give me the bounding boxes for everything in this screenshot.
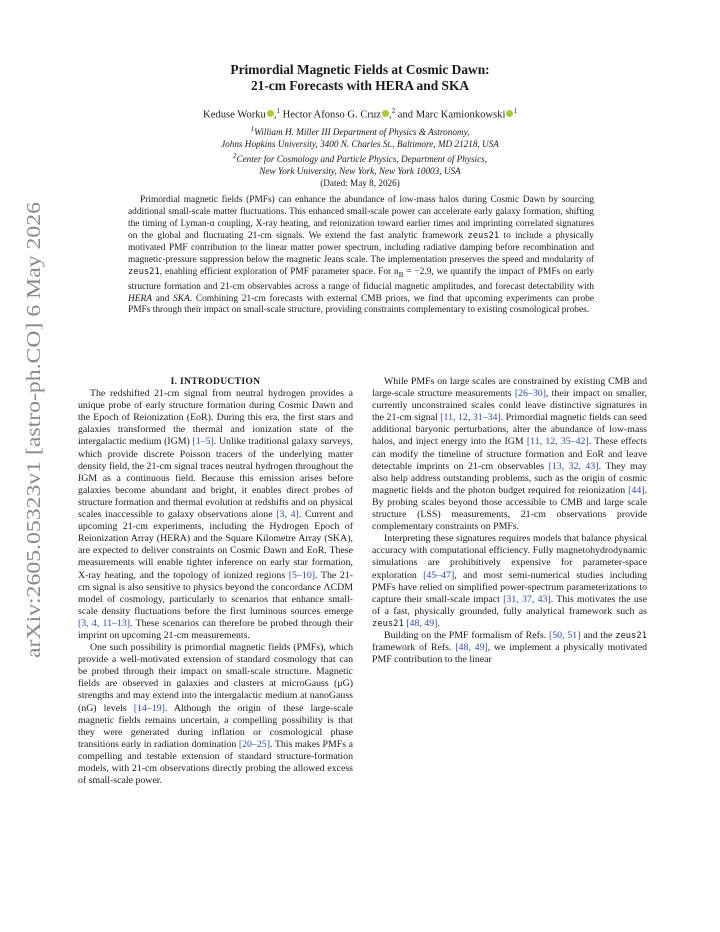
affiliation-marker: 1 [276,107,280,115]
affiliation-marker: 2 [232,152,237,161]
author-name: Hector Afonso G. Cruz [282,109,381,121]
citation-link[interactable]: [44] [628,484,645,496]
citation-link[interactable]: [3, 4] [276,509,299,521]
date-line: (Dated: May 8, 2026) [320,178,400,189]
paper-title [150,62,570,94]
arxiv-identifier-stamp [6,200,56,660]
citation-link[interactable]: [11, 12, 35–42] [526,436,589,448]
author-name: Keduse Worku [203,109,266,121]
citation-link[interactable]: [20–25] [238,738,271,750]
citation-link[interactable]: [26–30] [514,388,546,400]
code-name: zeus21 [615,630,647,641]
citation-link[interactable]: [45–47] [423,569,455,581]
citation-link[interactable]: [31, 37, 43] [503,593,551,605]
author-list: Keduse Worku ,$^1$ Hector Afonso G. Cruz ,$^2$ and Marc Kamionkowski $^1$ [203,107,517,121]
affiliation-line: New York University, New York, New York 10003, USA [259,166,461,177]
affiliation-marker: 1 [250,125,255,133]
orcid-icon[interactable] [267,110,274,117]
author-separator: and [395,109,416,121]
abstract-text: and [151,293,174,304]
citation-link[interactable]: [5–10] [288,569,316,581]
citation-link[interactable]: [13, 32, 43] [548,460,599,472]
affiliation-marker: 2 [391,107,396,115]
citation-link[interactable]: [48, 49] [406,617,438,629]
paragraph: The redshifted 21-cm signal from neutral hydrogen provides a unique probe of early structure formation during Cosmic Dawn and the Epoch of Reionization (EoR). During this era, the first stars and galaxies transformed the thermal and ionization state of the intergalactic medium (IGM) [1–5]. Unlike traditional galaxy surveys, which provide discrete Poisson tracers of the underlying matter density field, the 21-cm signal traces neutral hydrogen throughout the IGM as a continuous field. Because this emission arises before galaxies become abundant and bright, it enables direct probes of structure formation and thermal evolution at redshifts and on physical scales inaccessible to galaxy observations alone [3, 4]. Current and upcoming 21-cm experiments, including the Hydrogen Epoch of Reionization Array (HERA) and the Square Kilometre Array (SKA), are expected to deliver constraints on Cosmic Dawn and EoR. These measurements will enable tighter inference on early star formation, X-ray heating, and the topology of ionized regions [5–10]. The 21-cm signal is also sensitive to physics beyond the concordance ΛCDM model of cosmology, particularly to scenarios that enhance small-scale density fluctuations before the first luminous sources emerge [3, 4, 11–13]. These scenarios can therefore be probed through their imprint on upcoming 21-cm measurements. [78,388,353,641]
abstract-text: to include a physically motivated PMF contribution to the linear matter power spectrum, including radiative damping before recombination and magnetic-pressure suppression below the magnetic Jeans scale. The implementation preserves the speed and modularity of [128,230,594,265]
paragraph: While PMFs on large scales are constrained by existing CMB and large-scale structure measurements [26–30], their impact on smaller, currently unconstrained scales could leave distinctive signatures in the 21-cm signal [11, 12, 31–34]. Primordial magnetic fields can seed additional baryonic perturbations, alter the abundance of low-mass halos, and inject energy into the IGM [11, 12, 35–42]. These effects can modify the timeline of structure formation and EoR and leave detectable imprints on 21-cm observables [13, 32, 43]. They may also help address outstanding problems, such as the origin of cosmic magnetic fields and the photon budget required for reionization [44]. By probing scales beyond those accessible to CMB and large scale structure (LSS) measurements, 21-cm observations provide complementary constraints on PMFs. [372,376,648,533]
citation-link[interactable]: [50, 51] [548,629,581,641]
citation-link[interactable]: [14–19] [133,702,165,714]
arxiv-stamp-text: arXiv:2605.05323v1 [astro-ph.CO] 6 May 2026 [24,283,45,658]
left-column [78,376,353,787]
code-name: zeus21 [128,266,160,277]
title-line-2: 21-cm Forecasts with HERA and SKA [250,78,470,93]
affiliations [120,123,600,189]
citation-link[interactable]: [3, 4, 11–13] [78,617,131,629]
orcid-icon[interactable] [382,110,389,117]
affiliation-line: Center for Cosmology and Particle Physics, Department of Physics, [236,154,488,165]
affiliation-marker: 1 [513,107,517,115]
title-line-1: Primordial Magnetic Fields at Cosmic Dawn: [230,62,490,77]
abstract [128,195,594,317]
emphasis: SKA [173,293,190,304]
affiliation-line: William H. Miller III Department of Physics & Astronomy, [254,127,470,138]
citation-link[interactable]: [48, 49] [455,642,488,654]
emphasis: HERA [128,293,152,304]
abstract-text: = −2.9, we quantify the impact of PMFs on early structure formation and 21-cm observables across a range of fiducial magnetic amplitudes, and forecast detectability with [128,266,594,292]
code-name: zeus21 [467,230,500,241]
section-heading: I. INTRODUCTION [170,376,261,387]
abstract-text: , enabling efficient exploration of PMF parameter space. For n [159,266,399,277]
right-column [372,376,647,666]
paragraph: Building on the PMF formalism of Refs. [50, 51] and the zeus21 framework of Refs. [48, 49], we implement a physically motivated PMF contribution to the linear [372,629,647,666]
citation-link[interactable]: [11, 12, 31–34] [440,412,501,424]
code-name: zeus21 [372,618,404,629]
paragraph: Interpreting these signatures requires models that balance physical accuracy with computational efficiency. Fully magnetohydrodynamic simulations are prohibitively expensive for parameter-space exploration [45–47], and most semi-numerical studies including PMFs have relied on simplified power-spectrum parameterizations to capture their small-scale impact [31, 37, 43]. This motivates the use of a fast, physically grounded, fully analytical framework such as zeus21 [48, 49]. [372,533,647,629]
citation-link[interactable]: [1–5] [192,436,214,448]
abstract-text: . Combining 21-cm forecasts with external CMB priors, we find that upcoming experiments can probe PMFs through their impact on small-scale structure, providing constraints complementary to existing cosmological probes. [128,293,594,316]
affiliation-line: Johns Hopkins University, 3400 N. Charles St., Baltimore, MD 21218, USA [221,139,499,150]
abstract-text: Primordial magnetic fields (PMFs) can enhance the abundance of low-mass halos during Cosmic Dawn by sourcing additional small-scale matter fluctuations. This enhanced small-scale power can accelerate early galaxy formation, shifting the timing of Lyman-α coupling, X-ray heating, and reionization toward earlier times and imprinting correlated signatures on the global and fluctuating 21-cm signals. We extend the fast analytic framework [128,195,594,241]
subscript: B [398,270,404,279]
paragraph: One such possibility is primordial magnetic fields (PMFs), which provide a well-motivated extension of standard cosmology that can be probed through their impact on small-scale structure. Magnetic fields are observed in galaxies and clusters at microGauss (μG) strengths and may extend into the intergalactic medium at nanoGauss (nG) levels [14–19]. Although the origin of these large-scale magnetic fields remains uncertain, a compelling possibility is that they were generated during inflation or cosmological phase transitions early in radiation domination [20–25]. This makes PMFs a compelling and testable extension of standard structure-formation models, with 21-cm observations directly probing the allowed excess of small-scale power. [78,642,353,787]
author-name: Marc Kamionkowski [415,109,506,121]
